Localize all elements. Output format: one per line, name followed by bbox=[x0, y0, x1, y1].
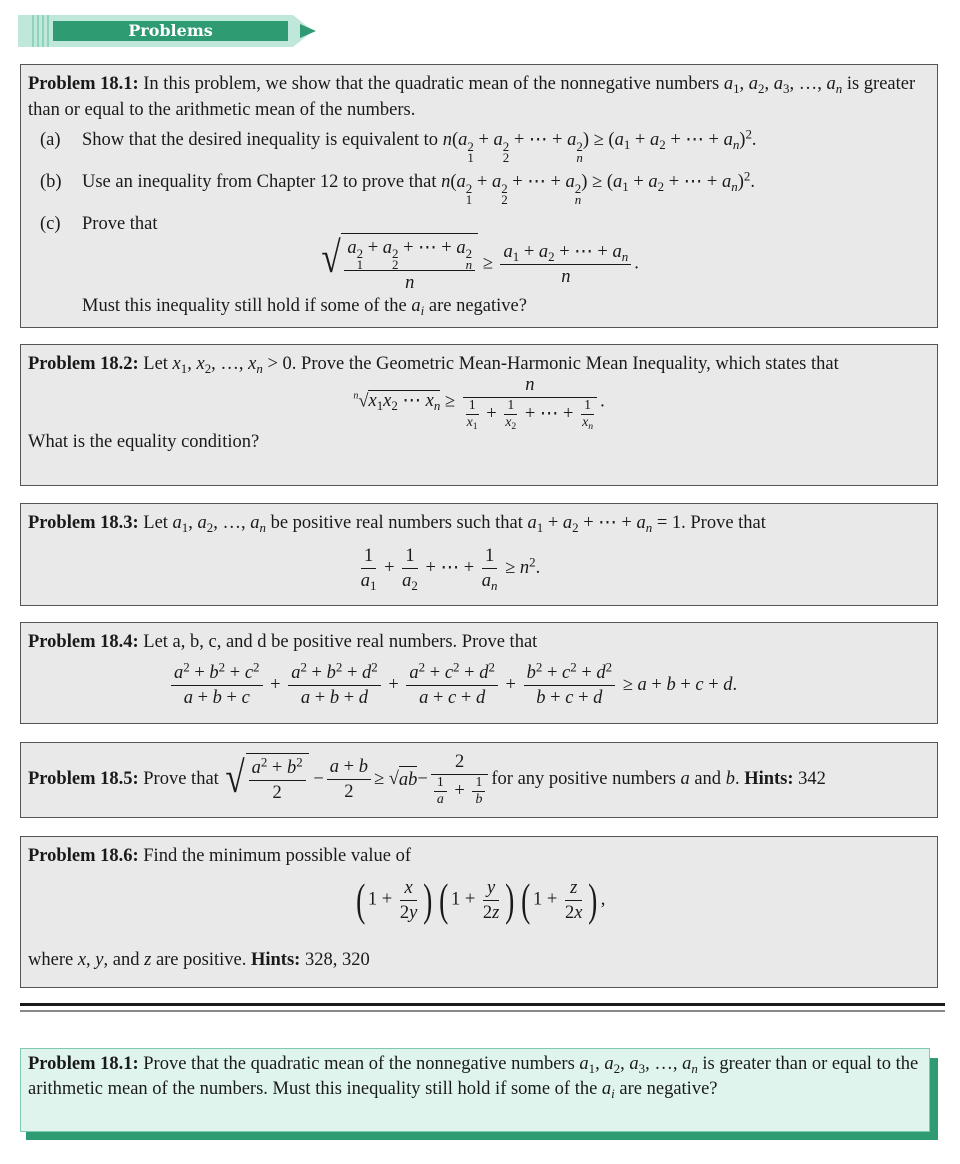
part-a: (a) Show that the desired inequality is equivalent to n(a 2 1 + a 2 2 + ⋯ + a 2 n ) ≥ ($a_1 + a_2$ + ⋯ + $a_n)^2$. bbox=[40, 126, 757, 165]
pencil-stripes bbox=[32, 15, 52, 47]
problem-text: Prove that the quadratic mean of the nonnegative numbers bbox=[143, 1054, 575, 1074]
pencil-lead-icon bbox=[300, 24, 316, 38]
problem-text: Let bbox=[143, 513, 168, 533]
problems-banner bbox=[18, 13, 320, 49]
problem-text: Let a, b, c, and d be positive real numbers. Prove that bbox=[143, 632, 538, 652]
problem-18-6: Problem 18.6: Find the minimum possible value of ( 1 + $\frac{x}{2y}$ ) ( 1 + $\frac{y}{2z}$ ) ( 1 + $\frac{z}{2x}$ ) , where x, y, and z are positive. Hints: 328, 320 bbox=[20, 836, 938, 988]
problem-18-1-intro: Problem 18.1: In this problem, we show that the quadratic mean of the nonnegative numbers $a_1$, $a_2$, $a_3$, …, $a_n$ is greater than or equal to the arithmetic mean of the numbers. bbox=[28, 74, 916, 120]
problem-label: Problem 18.1: bbox=[28, 74, 139, 94]
section-divider-thin bbox=[20, 1010, 945, 1012]
problem-label: Problem 18.4: bbox=[28, 632, 139, 652]
problem-text: In this problem, we show that the quadratic mean of the nonnegative numbers bbox=[143, 74, 720, 94]
hints-value: 328, 320 bbox=[304, 950, 370, 970]
problem-text: is greater than or equal to the arithmetic mean of the numbers. bbox=[28, 74, 916, 120]
question-text: Must this inequality still hold if some of the bbox=[82, 295, 407, 316]
problem-18-2: Problem 18.2: Let $x_1$, $x_2$, …, $x_n > 0$. Prove the Geometric Mean-Harmonic Mean Inequality, which states that $^n√x_1x_2$ ⋯ $x_n$ ≥ n $\frac{1}{x_1}$ + $\frac{1}{x_2}$ + ⋯ + $\frac{1}{x_n}$ . What is the equality condition? bbox=[20, 344, 938, 486]
four-fraction-formula: $\frac{a^2 + b^2 + c^2}{a + b + c}$ + $\frac{a^2 + b^2 + d^2}{a + b + d}$ + $\frac{a^2 + c^2 + d^2}{a + c + d}$ + $\frac{b^2 + c^2 + d^2}{b + c + d}$ ≥ a + b + c + d. bbox=[168, 661, 930, 710]
hints-label: Hints: bbox=[744, 769, 794, 789]
banner-title: Problems bbox=[128, 21, 213, 40]
part-label: (b) bbox=[40, 171, 62, 192]
problem-label: Problem 18.3: bbox=[28, 513, 139, 533]
problem-18-5 bbox=[20, 742, 938, 818]
problem-text: Prove the Geometric Mean-Harmonic Mean Inequality, which states that bbox=[301, 354, 839, 374]
part-text: Prove that bbox=[82, 213, 158, 234]
part-c-question: Must this inequality still hold if some of the $a_i$ are negative? bbox=[82, 295, 527, 318]
product-formula: ( 1 + $\frac{x}{2y}$ ) ( 1 + $\frac{y}{2z}$ ) ( 1 + $\frac{z}{2x}$ ) , bbox=[355, 874, 606, 925]
section-divider-thick bbox=[20, 1003, 945, 1006]
problem-18-1 bbox=[20, 64, 938, 328]
gm-hm-formula: $^n√x_1x_2$ ⋯ $x_n$ ≥ n $\frac{1}{x_1}$ + $\frac{1}{x_2}$ + ⋯ + $\frac{1}{x_n}$ . bbox=[353, 375, 605, 432]
problem-text: is greater than or equal to the arithmetic mean of the numbers. Must this inequality still hold if some of the bbox=[28, 1054, 919, 1099]
part-label: (c) bbox=[40, 213, 61, 234]
problem-label: Problem 18.2: bbox=[28, 354, 139, 374]
problem-text: Find the minimum possible value of bbox=[143, 846, 411, 866]
part-text: Show that the desired inequality is equivalent to bbox=[82, 130, 439, 150]
reciprocal-sum-formula: $\frac{1}{a_1}$ + $\frac{1}{a_2}$ + ⋯ + $\frac{1}{a_n}$ ≥ $n^2$. bbox=[360, 546, 541, 593]
problem-text: are positive. bbox=[155, 950, 247, 970]
summary-problem-18-1: Problem 18.1: Prove that the quadratic mean of the nonnegative numbers $a_1$, $a_2$, $a_3$, …, $a_n$ is greater than or equal to the arithmetic mean of the numbers. Must this inequality still hold if some of the $a_i$ are negative? bbox=[20, 1048, 930, 1132]
hints-value: 342 bbox=[798, 769, 826, 789]
equality-question: What is the equality condition? bbox=[28, 432, 260, 452]
problem-18-5-line: Problem 18.5: Prove that √ $\frac{a^2 + b^2}{2}$ − $\frac{a + b}{2}$ ≥ √ ab − 2 $\frac{1}{a}$ + $\frac{1}{b}$ for any positive numbers a and b . Hints: 342 bbox=[28, 752, 826, 807]
problem-label: Problem 18.5: bbox=[28, 769, 139, 789]
hints-label: Hints: bbox=[250, 950, 301, 970]
part-label: (a) bbox=[40, 130, 61, 150]
problem-text: Prove that bbox=[690, 513, 766, 533]
problem-text: Let bbox=[143, 354, 168, 374]
problem-label: Problem 18.6: bbox=[28, 846, 139, 866]
problem-text: be positive real numbers such that bbox=[270, 513, 523, 533]
problem-18-4 bbox=[20, 622, 938, 724]
question-text: are negative? bbox=[428, 295, 527, 316]
part-b: (b) Use an inequality from Chapter 12 to prove that n(a 2 1 + a 2 2 + ⋯ + a 2 n ) ≥ ($a_1 + a_2$ + ⋯ + $a_n)^2$. bbox=[40, 168, 755, 207]
part-text: Use an inequality from Chapter 12 to prove that bbox=[82, 171, 437, 192]
problem-text: for any positive numbers bbox=[491, 769, 676, 789]
problem-text: where bbox=[28, 950, 74, 970]
problem-text: are negative? bbox=[619, 1079, 718, 1099]
problem-18-3: Problem 18.3: Let $a_1$, $a_2$, …, $a_n$ be positive real numbers such that $a_1 + a_2$ + ⋯ + $a_n = 1$. Prove that $\frac{1}{a_1}$ + $\frac{1}{a_2}$ + ⋯ + $\frac{1}{a_n}$ ≥ $n^2$. bbox=[20, 503, 938, 606]
problem-label: Problem 18.1: bbox=[28, 1054, 139, 1074]
problem-text: Prove that bbox=[143, 769, 219, 789]
problem-text: and bbox=[694, 769, 722, 789]
qm-am-formula: √ a 2 1 + a 2 2 + ⋯ + a 2 n n ≥ $\frac{a_1 + a_2 + \cdots + a_n}{n}$ . bbox=[321, 232, 639, 294]
